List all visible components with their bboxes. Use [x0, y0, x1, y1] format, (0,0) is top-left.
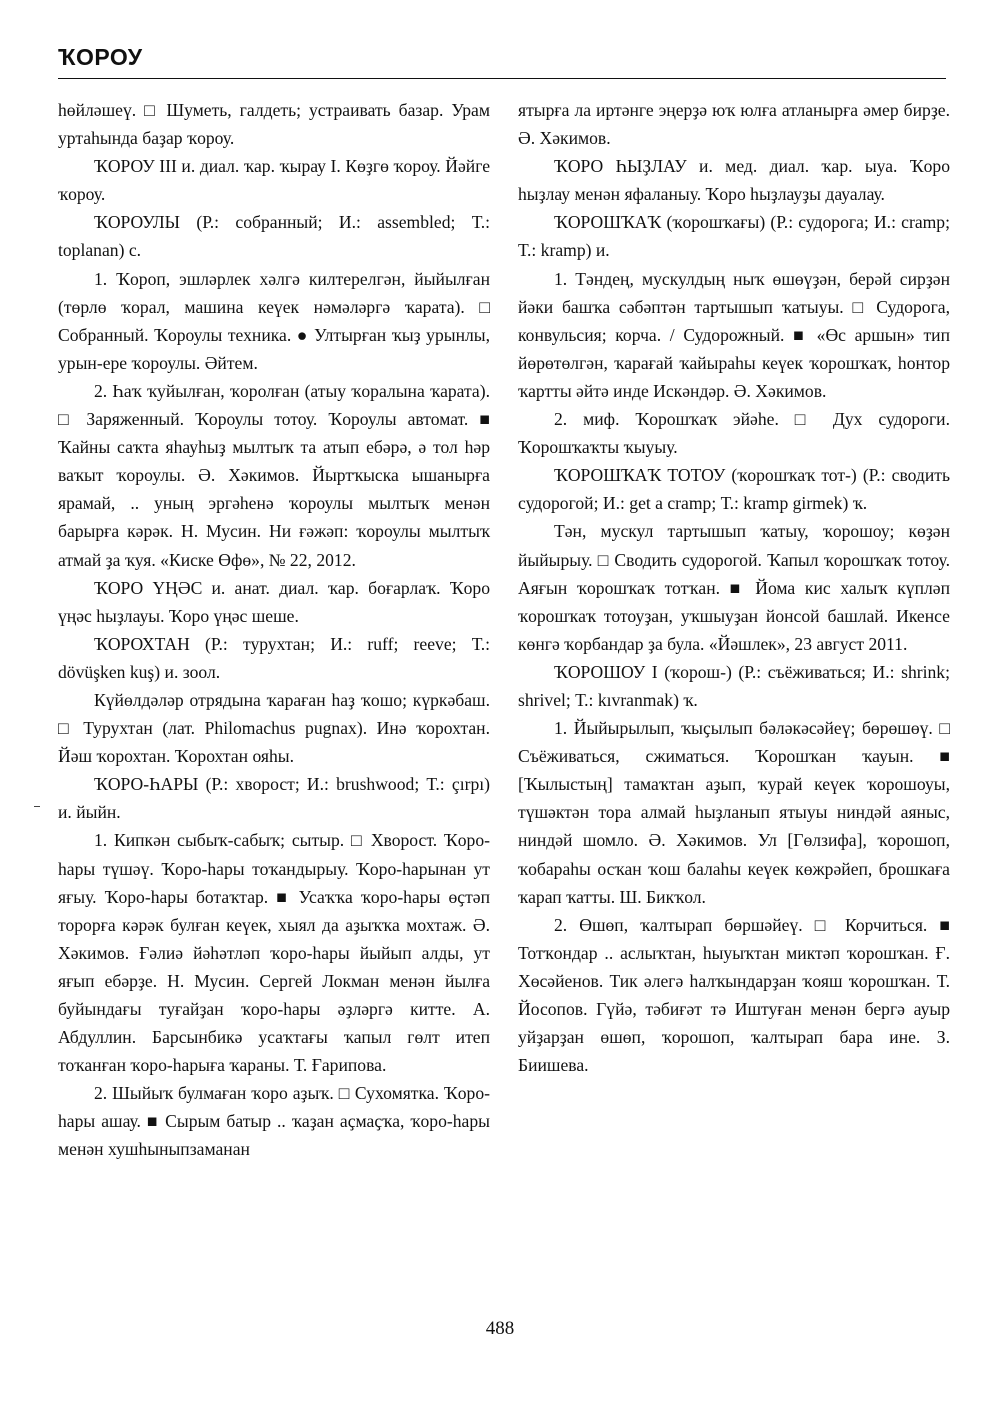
entry-continuation: һөйләшеү. □ Шуметь, галдеть; устраивать базар. Урам уртаһында баҙар ҡороу. — [58, 100, 490, 149]
header-rule — [58, 78, 946, 79]
entry-koro-hary-sense-1: 1. Кипкән сыбыҡ-сабыҡ; сытыр. □ Хворост. Ҡоро-һары түшәү. Ҡоро-һары тоҡандырыу. Ҡоро-һарынан ут яғыу. Ҡоро-һары ботаҡтар. ■ Усаҡҡа ҡоро-һары өҫтәп торорға кәрәк булған кеүек, хыял да аҙыҡҡа мохтаж. Ә. Хәкимов. Ғәлиә йәһәтләп ҡоро-һары йыйып алды, ут яғып ебәрҙе. Н. Мусин. Сергей Локман менән йылға буйындағы туғайҙан ҡоро-һары әҙләргә китте. А. Абдуллин. Барсынбикә усаҡтағы ҡапыл гөлт итеп тоҡанған ҡоро-һарыға ҡараны. Т. Ғарипова. — [58, 830, 490, 1076]
entry-koroshou: ҠОРОШОУ I (ҡорош-) (Р.: съёживаться; И.: shrink; shrivel; Т.: kıvranmak) ҡ. — [518, 661, 950, 710]
entry-korouly-sense-2: 2. Һаҡ ҡуйылған, ҡоролған (атыу ҡоралына ҡарата). □ Заряженный. Ҡороулы тотоу. Ҡороулы автомат. ■ Ҡайны саҡта яһауһыҙ мылтыҡ та атып ебәрә, ә тол һәр ваҡыт ҡороулы. Ә. Хәкимов. Йыртҡыска ышанырға ярамай, .. уның эргәһенә ҡороулы мылтыҡ менән барырға кәрәк. Н. Мусин. Ни ғәжәп: ҡороулы мылтыҡ атмай ҙа ҡуя. «Киске Өфө», № 22, 2012. — [58, 380, 490, 570]
entry-koroshkak-totou-definition: Тән, мускул тартышып ҡатыу, ҡорошоу; көҙән йыйырыу. □ Сводить судорогой. Ҡапыл ҡорошҡаҡ тотоу. Аяғын ҡорошҡаҡ тотҡан. ■ Йома кис халыҡ күпләп ҡорошҡаҡ тотоуҙан, уҡшыуҙан йонсой башлай. Икенсе көнгә ҡорбандар ҙа була. «Йәшлек», 23 август 2011. — [518, 521, 950, 654]
entry-koro-hyzlau: ҠОРО ҺЫҘЛАУ и. мед. диал. ҡар. ыуа. Ҡоро һыҙлау менән яфаланыу. Ҡоро һыҙлауҙы дауалау. — [518, 156, 950, 205]
entry-koro-hary-sense-2: 2. Шыйыҡ булмаған ҡоро аҙыҡ. □ Сухомятка. Ҡоро-һары ашау. ■ Сырым батыр .. ҡаҙан аҫмаҫҡа, ҡоро-һары менән хушһыныпзаманан — [58, 1083, 490, 1160]
page-header-title: ҠОРОУ — [58, 44, 143, 70]
entry-korokhtan: ҠОРОХТАН (Р.: турухтан; И.: ruff; reeve; Т.: dövüşken kuş) и. зоол. — [58, 633, 490, 682]
entry-koro-hary: ҠОРО-ҺАРЫ (Р.: хворост; И.: brushwood; Т.: çırpı) и. йыйн. — [58, 774, 490, 823]
entry-koro-ungas: ҠОРО ҮҢӘС и. анат. диал. ҡар. боғарлаҡ. Ҡоро үңәс һыҙлауы. Ҡоро үңәс шеше. — [58, 577, 490, 626]
entry-korouly: ҠОРОУЛЫ (Р.: собранный; И.: assembled; Т.: toplanan) с. — [58, 212, 490, 261]
entry-koroshou-sense-1: 1. Йыйырылып, ҡыҫылып бәләкәсәйеү; бөрөшөү. □ Съёживаться, сжиматься. Ҡорошҡан ҡауын. ■ [Ҡылыстың] тамаҡтан аҙып, ҡурай кеүек ҡорошоуы, түшәктән тора алмай һыҙланып ятыуы ниндәй аяныс, ниндәй шомло. Ә. Хәкимов. Ул [Гөлзифа], ҡорошоп, ҡобараһы осҡан ҡош балаһы кеүек көжрәйеп, брошкаға ҡарап ҡатты. Ш. Бикҡол. — [518, 718, 950, 907]
entry-continuation-right: ятырға ла иртәнге эңерҙә юҡ юлға атланырға әмер бирҙе. Ә. Хәкимов. — [518, 100, 950, 149]
margin-mark — [34, 806, 40, 807]
entry-koroshkak-totou: ҠОРОШҠАҠ ТОТОУ (ҡорошҡаҡ тот-) (Р.: сводить судорогой; И.: get a cramp; Т.: kramp girmek) ҡ. — [518, 465, 950, 514]
entry-korouly-sense-1: 1. Ҡороп, эшләрлек хәлгә килтерелгән, йыйылған (төрлө ҡорал, машина кеүек нәмәләргә ҡарата). □ Собранный. Ҡороулы техника. ● Ултырған ҡыҙ урынлы, урын-ере ҡороулы. Әйтем. — [58, 268, 490, 373]
right-column — [518, 96, 950, 1079]
page-number: 488 — [485, 1318, 515, 1339]
entry-koroshkak: ҠОРОШҠАҠ (ҡорошҡағы) (Р.: судорога; И.: cramp; Т.: kramp) и. — [518, 212, 950, 261]
entry-korokhtan-definition: Күйөлдәләр отрядына ҡараған һаҙ ҡошо; күркәбаш. □ Турухтан (лат. Philomachus pugnax). Инә ҡорохтан. Йәш ҡорохтан. Ҡорохтан ояһы. — [58, 689, 490, 767]
left-column — [58, 96, 490, 1164]
entry-koroshou-sense-2: 2. Өшөп, ҡалтырап бөршәйеү. □ Корчиться. ■ Тотҡондар .. аслыҡтан, һыуыҡтан миктәп ҡорошҡан. Ғ. Хөсәйенов. Тик әлегә һалҡындарҙан ҡояш ҡорошҡан. Т. Йосопов. Гүйә, тәбиғәт тә Иштуған менән бергә ауыр уйҙарҙан өшөп, ҡорошоп, ҡалтырап бара ине. З. Биишева. — [518, 914, 950, 1076]
entry-koroshkak-sense-2: 2. миф. Ҡорошҡаҡ эйәһе. □ Дух судороги. Ҡорошҡаҡты ҡыуыу. — [518, 409, 950, 458]
entry-koroshkak-sense-1: 1. Тәндең, мускулдың ныҡ өшөүҙән, берәй сирҙән йәки башҡа сәбәптән тартышып ҡатыуы. □ Судорога, конвульсия; корча. / Судорожный. ■ «Өс аршын» тип йөрөтөлгән, ҡарағай ҡайыраһы кеүек ҡорошҡаҡ, һонтор ҡартты әйтә инде Искәндәр. Ә. Хәкимов. — [518, 268, 950, 401]
entry-korou-3: ҠОРОУ III и. диал. ҡар. ҡырау I. Көҙгө ҡороу. Йәйге ҡороу. — [58, 156, 490, 205]
